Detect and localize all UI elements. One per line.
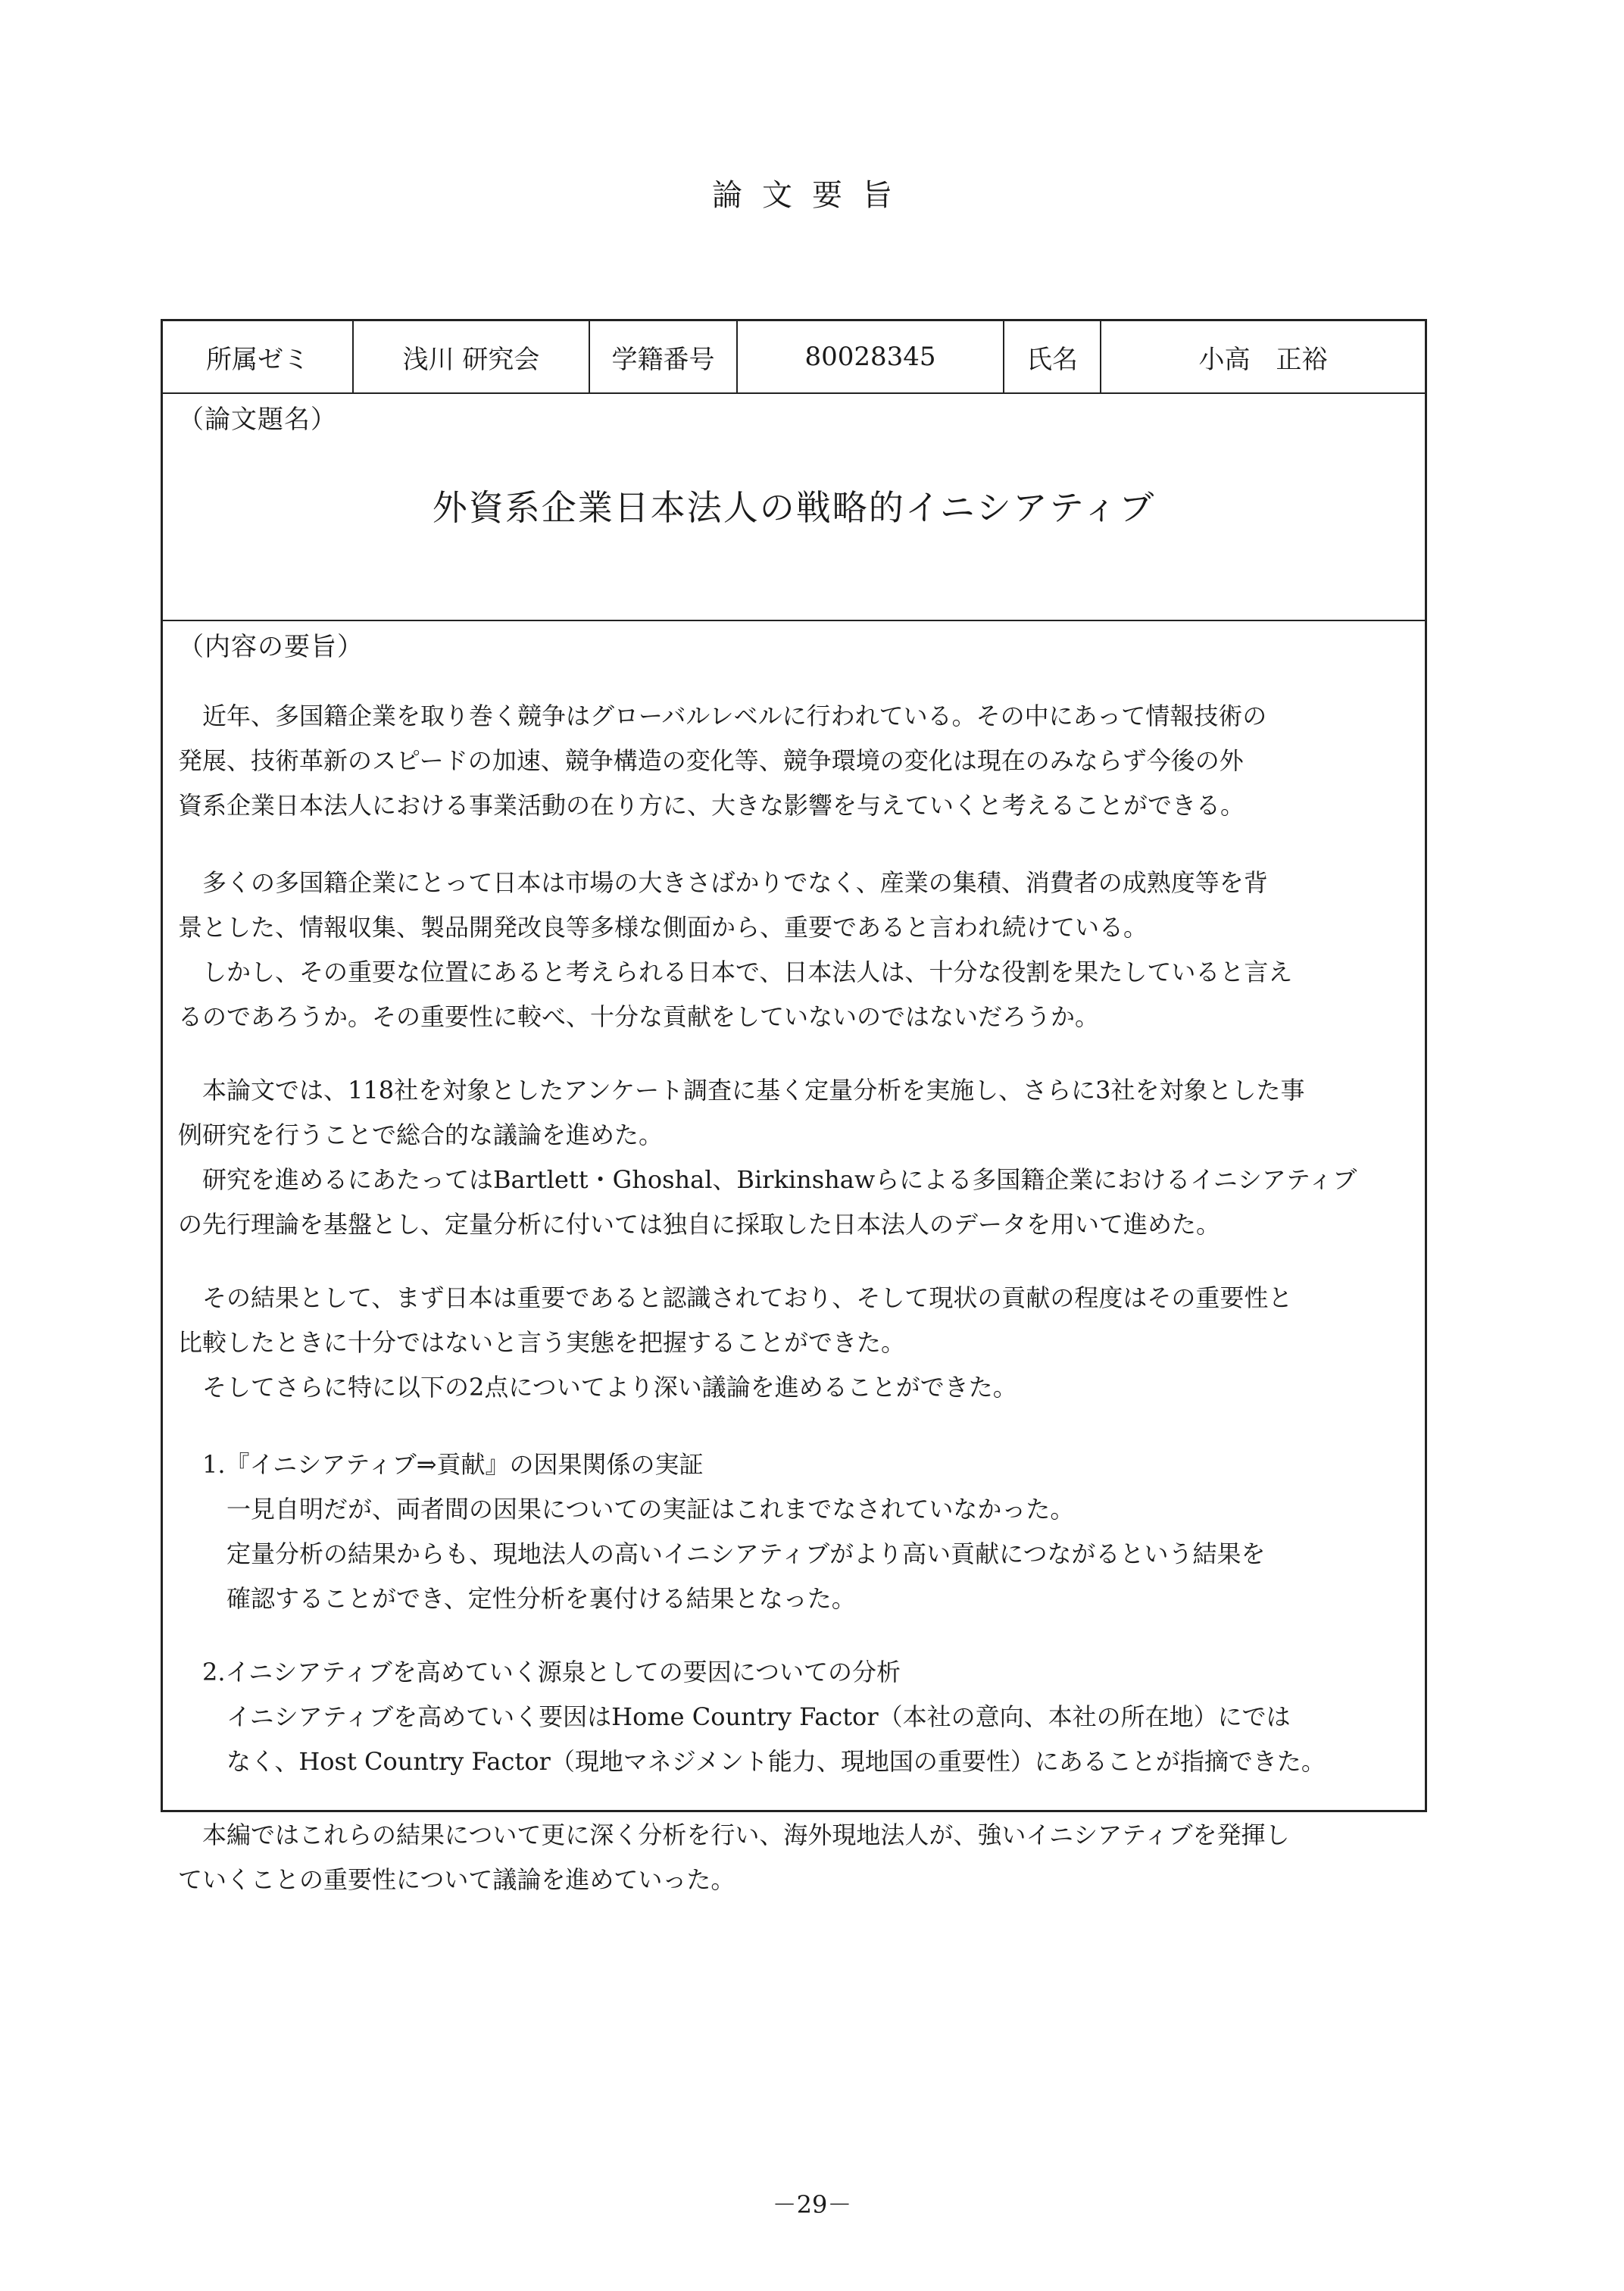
thesis-title: 外資系企業日本法人の戦略的イニシアティブ [432,487,1156,528]
summary-line: 一見自明だが、両者間の因果についての実証はこれまでなされていなかった。 [226,1495,1075,1524]
summary-section [163,621,1425,1894]
summary-line: そしてさらに特に以下の2点についてより深い議論を進めることができた。 [202,1373,1017,1402]
thesis-title-label: （論文題名） [178,405,337,435]
summary-line: 本論文では、118社を対象としたアンケート調査に基く定量分析を実施し、さらに3社を対象とした事 [202,1076,1305,1105]
summary-line: 発展、技術革新のスピードの加速、競争構造の変化等、競争環境の変化は現在のみならず今後の外 [178,746,1244,775]
student-id-value: 80028345 [738,321,1004,392]
summary-line: 2.イニシアティブを高めていく源泉としての要因についての分析 [202,1658,901,1686]
summary-line: 比較したときに十分ではないと言う実態を把握することができた。 [178,1328,906,1357]
abstract-form [161,319,1427,1894]
document-title: 論文要旨 [712,178,912,213]
student-id-label: 学籍番号 [590,321,738,392]
summary-line: 近年、多国籍企業を取り巻く競争はグローバルレベルに行われている。その中にあって情報技術の [202,702,1267,730]
summary-line: 研究を進めるにあたってはBartlett・Ghoshal、Birkinshawらによる多国籍企業におけるイニシアティブ [202,1165,1357,1194]
seminar-value: 浅川 研究会 [354,321,590,392]
summary-line: その結果として、まず日本は重要であると認識されており、そして現状の貢献の程度はその重要性と [202,1283,1293,1312]
name-label: 氏名 [1004,321,1101,392]
summary-line: 資系企業日本法人における事業活動の在り方に、大きな影響を与えていくと考えることができる。 [178,791,1245,820]
name-value: 小高 正裕 [1198,344,1328,375]
summary-label: （内容の要旨） [178,632,364,662]
thesis-title-section [163,394,1425,621]
summary-line: しかし、その重要な位置にあると考えられる日本で、日本法人は、十分な役割を果たしていると言え [202,958,1293,986]
summary-line: 景とした、情報収集、製品開発改良等多様な側面から、重要であると言われ続けている。 [178,913,1148,942]
summary-line: なく、Host Country Factor（現地マネジメント能力、現地国の重要性）にあることが指摘できた。 [226,1747,1326,1776]
summary-line: 定量分析の結果からも、現地法人の高いイニシアティブがより高い貢献につながるという結果を [226,1539,1266,1568]
summary-line: 例研究を行うことで総合的な議論を進めた。 [178,1120,664,1149]
summary-line: イニシアティブを高めていく要因はHome Country Factor（本社の意向、本社の所在地）にでは [226,1702,1291,1731]
seminar-label: 所属ゼミ [163,321,354,392]
summary-line: の先行理論を基盤とし、定量分析に付いては独自に採取した日本法人のデータを用いて進めた。 [178,1210,1221,1239]
summary-line: るのであろうか。その重要性に較べ、十分な貢献をしていないのではないだろうか。 [178,1002,1100,1031]
header-row [163,321,1425,394]
summary-line: ていくことの重要性について議論を進めていった。 [178,1865,735,1894]
summary-line: 多くの多国籍企業にとって日本は市場の大きさばかりでなく、産業の集積、消費者の成熟度等を背 [202,868,1268,897]
summary-line: 本編ではこれらの結果について更に深く分析を行い、海外現地法人が、強いイニシアティブを発揮し [202,1821,1290,1849]
summary-line: 確認することができ、定性分析を裏付ける結果となった。 [226,1584,856,1613]
page-number: －29－ [772,2190,852,2219]
summary-line: 1.『イニシアティブ⇒貢献』の因果関係の実証 [202,1450,704,1479]
